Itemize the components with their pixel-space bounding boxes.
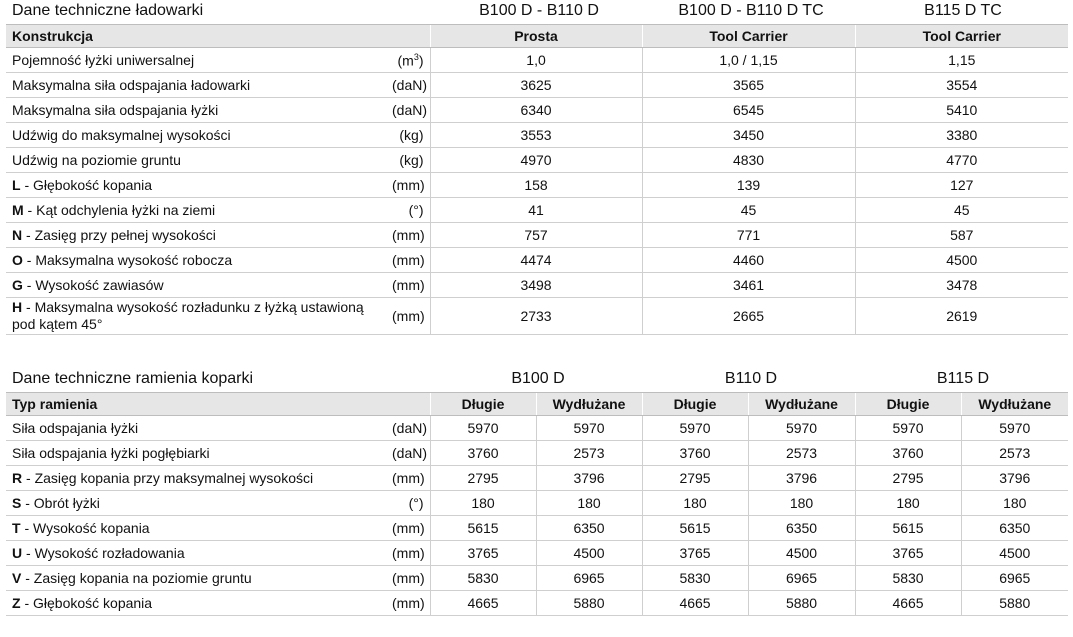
spec-name-cell [6,566,386,591]
spec-dimension-letter: N [12,227,23,243]
spec-unit-cell [386,566,430,591]
spec-unit-superscript: 3 [413,51,419,62]
spec-value-cell: 5830 [855,566,961,591]
spec-value-cell: 4665 [642,591,748,616]
excavator-specs-table [6,392,1068,616]
spec-unit-cell [386,248,430,273]
spec-unit-cell [386,516,430,541]
spec-name: Maksymalna siła odspajania łyżki [12,102,219,118]
spec-name: - Głębokość kopania [20,595,153,611]
excavator-specs-section [6,368,1068,616]
excavator-header-col-4: Wydłużane [748,393,855,416]
table-row [6,591,1068,616]
spec-name: - Wysokość zawiasów [22,277,164,293]
spec-name-cell [6,73,386,98]
spec-value-cell: 3478 [855,273,1068,298]
spec-unit-cell [386,48,430,73]
spec-name: - Wysokość rozładowania [22,545,185,561]
spec-unit-cell [386,223,430,248]
excavator-header-row [6,393,1068,416]
spec-unit-cell [386,541,430,566]
spec-unit: (kg) [399,127,424,143]
spec-value-cell: 180 [855,491,961,516]
spec-name-cell [6,223,386,248]
spec-unit: (mm) [392,227,425,243]
spec-value-cell: 3553 [430,123,642,148]
spec-name: - Głębokość kopania [20,177,153,193]
spec-value-cell: 5615 [430,516,536,541]
spec-name: Pojemność łyżki uniwersalnej [12,52,195,68]
excavator-header-col-6: Wydłużane [961,393,1068,416]
spec-unit: (mm) [392,545,425,561]
spec-unit: (daN) [392,102,428,118]
loader-model-1: B100 D - B110 D [479,2,599,19]
spec-name: - Wysokość kopania [20,520,150,536]
spec-name: Siła odspajania łyżki [12,420,139,436]
spec-value-cell: 6340 [430,98,642,123]
spec-name-cell [6,123,386,148]
table-row [6,566,1068,591]
spec-name-cell [6,466,386,491]
spec-unit-cell [386,466,430,491]
loader-title-row [6,0,1068,24]
spec-unit-cell [386,273,430,298]
table-row [6,198,1068,223]
spec-name: Siła odspajania łyżki pogłębiarki [12,445,210,461]
loader-specs-table [6,24,1068,335]
spec-name-cell [6,173,386,198]
spec-unit: (kg) [399,152,424,168]
spec-unit: (daN) [392,77,428,93]
spec-unit-cell [386,416,430,441]
spec-value-cell: 6350 [748,516,855,541]
spec-value-cell: 180 [536,491,642,516]
spec-unit: (mm) [392,595,425,611]
spec-dimension-letter: G [12,277,23,293]
loader-table-body [6,48,1068,335]
spec-unit-cell [386,123,430,148]
spec-value-cell: 4500 [855,248,1068,273]
spec-value-cell: 180 [748,491,855,516]
spec-value-cell: 4970 [430,148,642,173]
table-row [6,491,1068,516]
spec-value-cell: 6545 [642,98,855,123]
spec-value-cell: 6350 [961,516,1068,541]
table-row [6,466,1068,491]
spec-name-cell [6,441,386,466]
spec-value-cell: 3565 [642,73,855,98]
spec-name: - Maksymalna wysokość robocza [22,252,233,268]
table-row [6,516,1068,541]
spec-value-cell: 180 [430,491,536,516]
spec-value-cell: 6350 [536,516,642,541]
spec-unit: (mm) [392,177,425,193]
spec-value-cell: 45 [855,198,1068,223]
table-row [6,441,1068,466]
spec-unit: (mm) [392,470,425,486]
spec-unit-cell [386,441,430,466]
spec-dimension-letter: V [12,570,22,586]
spec-unit: (°) [408,202,424,218]
excavator-model-2: B110 D [724,370,778,387]
loader-title: Dane techniczne ładowarki [12,2,204,19]
spec-value-cell: 2573 [748,441,855,466]
spec-value-cell: 5880 [961,591,1068,616]
spec-value-cell: 5970 [748,416,855,441]
spec-name: - Zasięg kopania na poziomie gruntu [21,570,252,586]
spec-dimension-letter: U [12,545,23,561]
spec-name-cell [6,491,386,516]
spec-value-cell: 3796 [748,466,855,491]
table-row [6,223,1068,248]
spec-dimension-letter: T [12,520,21,536]
spec-value-cell: 1,0 [430,48,642,73]
spec-value-cell: 3760 [642,441,748,466]
spec-value-cell: 4830 [642,148,855,173]
spec-dimension-letter: Z [12,595,21,611]
spec-unit-cell [386,298,430,335]
spec-value-cell: 45 [642,198,855,223]
spec-value-cell: 5970 [536,416,642,441]
spec-value-cell: 5830 [642,566,748,591]
excavator-header-col-2: Wydłużane [536,393,642,416]
loader-specs-section [6,0,1068,335]
spec-value-cell: 4474 [430,248,642,273]
spec-unit-cell [386,73,430,98]
spec-value-cell: 1,15 [855,48,1068,73]
spec-dimension-letter: R [12,470,23,486]
spec-dimension-letter: S [12,495,22,511]
spec-value-cell: 587 [855,223,1068,248]
spec-value-cell: 2619 [855,298,1068,335]
spec-value-cell: 5880 [536,591,642,616]
excavator-title: Dane techniczne ramienia koparki [12,370,254,387]
spec-name-cell [6,298,386,335]
table-row [6,541,1068,566]
spec-value-cell: 2665 [642,298,855,335]
spec-value-cell: 3765 [430,541,536,566]
spec-name-cell [6,516,386,541]
spec-name: - Zasięg kopania przy maksymalnej wysokości [22,470,314,486]
excavator-model-3: B115 D [936,370,990,387]
spec-name: Udźwig na poziomie gruntu [12,152,181,168]
loader-header-col-3: Tool Carrier [855,25,1068,48]
spec-value-cell: 4500 [536,541,642,566]
spec-name-cell [6,98,386,123]
loader-header-col-1: Prosta [430,25,642,48]
spec-name-cell [6,248,386,273]
spec-unit: (mm) [392,308,425,324]
spec-value-cell: 3625 [430,73,642,98]
spec-value-cell: 3498 [430,273,642,298]
table-row [6,273,1068,298]
spec-value-cell: 139 [642,173,855,198]
spec-value-cell: 5830 [430,566,536,591]
spec-value-cell: 5615 [642,516,748,541]
spec-value-cell: 4500 [748,541,855,566]
spec-value-cell: 180 [961,491,1068,516]
excavator-header-col-1: Długie [430,393,536,416]
spec-unit-cell [386,591,430,616]
spec-name-cell [6,591,386,616]
table-row [6,248,1068,273]
spec-value-cell: 5970 [961,416,1068,441]
spec-value-cell: 3461 [642,273,855,298]
spec-value-cell: 5410 [855,98,1068,123]
spec-unit: (mm) [392,277,425,293]
spec-unit: (°) [408,495,424,511]
spec-value-cell: 2573 [536,441,642,466]
spec-value-cell: 5970 [430,416,536,441]
spec-unit: (mm) [392,520,425,536]
excavator-header-col-3: Długie [642,393,748,416]
excavator-title-row [6,368,1068,392]
spec-name: Udźwig do maksymalnej wysokości [12,127,231,143]
excavator-table-body [6,416,1068,616]
spec-unit: (mm) [392,252,425,268]
spec-name: Maksymalna siła odspajania ładowarki [12,77,251,93]
table-row [6,298,1068,335]
spec-dimension-letter: M [12,202,24,218]
excavator-header-label: Typ ramienia [6,393,430,416]
loader-header-row [6,25,1068,48]
spec-value-cell: 4500 [961,541,1068,566]
spec-unit: (daN) [392,445,428,461]
spec-name: - Obrót łyżki [21,495,100,511]
spec-value-cell: 127 [855,173,1068,198]
spec-value-cell: 4665 [855,591,961,616]
excavator-model-1: B100 D [511,370,565,387]
spec-value-cell: 6965 [961,566,1068,591]
spec-unit-cell [386,148,430,173]
spec-dimension-letter: H [12,299,23,315]
spec-unit: (m [397,52,414,69]
spec-value-cell: 41 [430,198,642,223]
spec-value-cell: 3765 [642,541,748,566]
spec-value-cell: 3450 [642,123,855,148]
spec-unit-cell [386,491,430,516]
loader-model-2: B100 D - B110 D TC [678,2,824,19]
spec-name: - Kąt odchylenia łyżki na ziemi [23,202,216,218]
spec-dimension-letter: O [12,252,23,268]
spec-unit-cell [386,198,430,223]
spec-value-cell: 4770 [855,148,1068,173]
spec-unit-end: ) [418,52,424,69]
spec-value-cell: 6965 [748,566,855,591]
spec-unit-cell [386,98,430,123]
spec-value-cell: 4665 [430,591,536,616]
spec-value-cell: 5970 [855,416,961,441]
spec-value-cell: 757 [430,223,642,248]
spec-value-cell: 3796 [961,466,1068,491]
spec-name-cell [6,48,386,73]
spec-value-cell: 1,0 / 1,15 [642,48,855,73]
spec-name: - Zasięg przy pełnej wysokości [22,227,216,243]
table-row [6,148,1068,173]
table-row [6,173,1068,198]
table-row [6,48,1068,73]
spec-value-cell: 5880 [748,591,855,616]
spec-value-cell: 2795 [855,466,961,491]
spec-name-cell [6,198,386,223]
loader-header-label: Konstrukcja [6,25,430,48]
table-row [6,123,1068,148]
spec-value-cell: 2795 [430,466,536,491]
spec-value-cell: 5970 [642,416,748,441]
spec-value-cell: 3554 [855,73,1068,98]
spec-value-cell: 5615 [855,516,961,541]
spec-value-cell: 180 [642,491,748,516]
spec-unit-cell [386,173,430,198]
spec-name-cell [6,148,386,173]
spec-value-cell: 4460 [642,248,855,273]
spec-unit: (daN) [392,420,428,436]
spec-name: - Maksymalna wysokość rozładunku z łyżką ustawioną pod kątem 45° [12,299,364,332]
spec-value-cell: 771 [642,223,855,248]
spec-value-cell: 2573 [961,441,1068,466]
table-row [6,98,1068,123]
spec-dimension-letter: L [12,177,21,193]
spec-value-cell: 3765 [855,541,961,566]
spec-value-cell: 6965 [536,566,642,591]
spec-value-cell: 3760 [855,441,961,466]
spec-name-cell [6,541,386,566]
excavator-header-col-5: Długie [855,393,961,416]
spec-value-cell: 158 [430,173,642,198]
loader-header-col-2: Tool Carrier [642,25,855,48]
spec-value-cell: 2795 [642,466,748,491]
spec-value-cell: 3380 [855,123,1068,148]
spec-unit: (mm) [392,570,425,586]
spec-value-cell: 3760 [430,441,536,466]
spec-value-cell: 2733 [430,298,642,335]
loader-model-3: B115 D TC [924,2,1002,19]
spec-name-cell [6,416,386,441]
table-row [6,416,1068,441]
spec-name-cell [6,273,386,298]
table-row [6,73,1068,98]
spec-value-cell: 3796 [536,466,642,491]
